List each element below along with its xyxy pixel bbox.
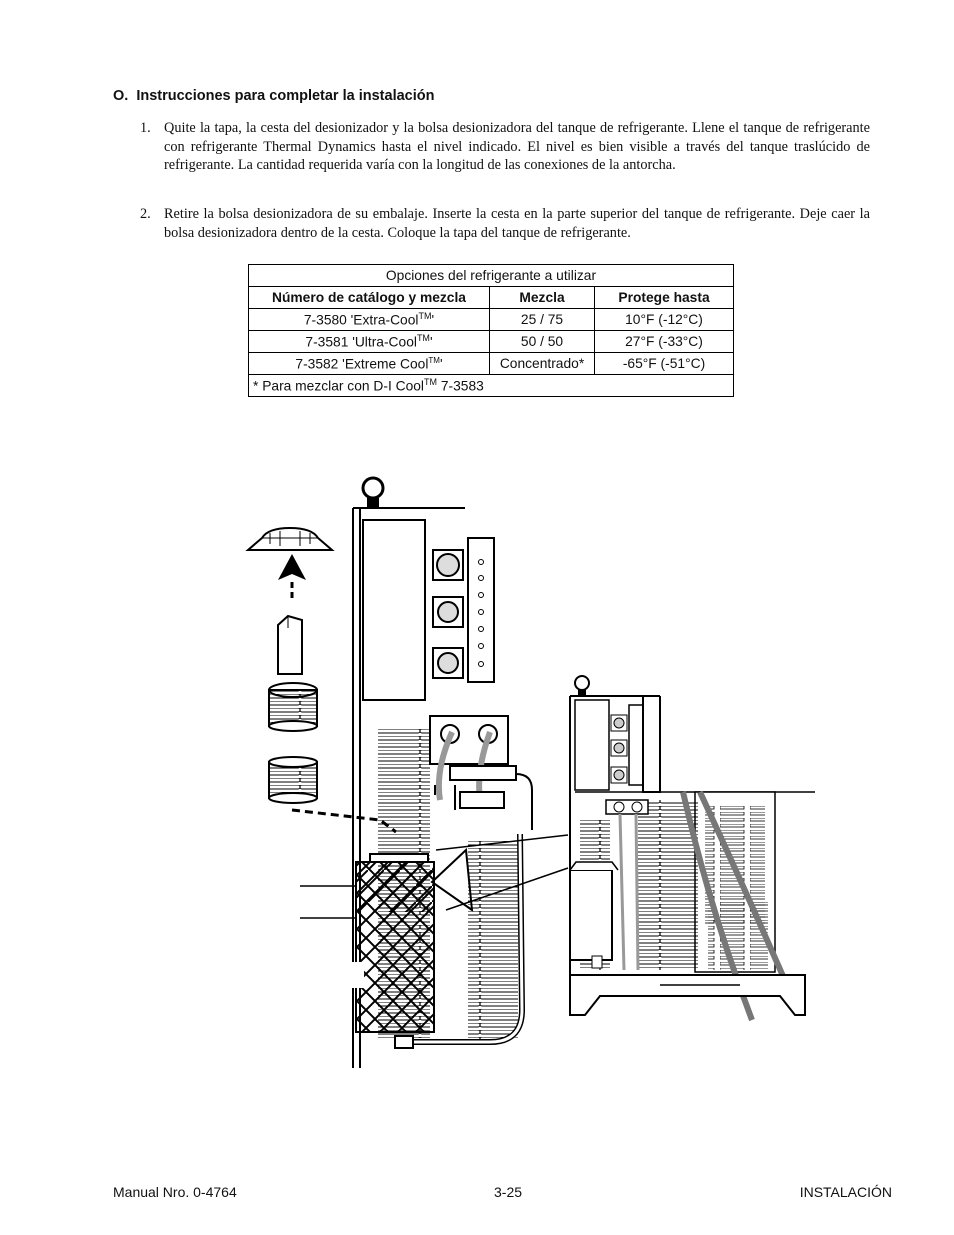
step-number: 2. [140,206,151,222]
cell-mix: Concentrado* [490,353,595,375]
table-header-row [249,287,734,309]
tank-cap-icon [248,528,332,550]
step-1 [140,119,870,175]
section-title: Instrucciones para completar la instalación [136,88,435,104]
table-note: * Para mezclar con D-I Cool™ 7-3583 [249,375,734,397]
table-caption: Opciones del refrigerante a utilizar [249,265,734,287]
cell-mix: 25 / 75 [490,309,595,331]
cell-catalog: 7-3582 'Extreme Cool™' [249,353,490,375]
cell-mix: 50 / 50 [490,331,595,353]
power-supply-overview [570,676,815,1020]
header-mix: Mezcla [490,287,595,309]
arrow-up-icon [278,554,306,598]
header-catalog: Número de catálogo y mezcla [249,287,490,309]
footer-manual: Manual Nro. 0-4764 [113,1184,237,1200]
cell-protect: 10°F (-12°C) [595,309,734,331]
deionizer-bag-icon [278,616,302,674]
footer-page-number: 3-25 [494,1184,523,1200]
cell-protect: -65°F (-51°C) [595,353,734,375]
coolant-tank-installation-illustration [240,470,820,1080]
cell-protect: 27°F (-33°C) [595,331,734,353]
deionizer-basket-icon [269,683,317,803]
step-number: 1. [140,120,151,136]
coolant-options-table [248,264,734,397]
cell-catalog: 7-3581 'Ultra-Cool™' [249,331,490,353]
table-row [249,309,734,331]
power-supply-enlarged [300,478,568,1068]
cell-catalog: 7-3580 'Extra-Cool™' [249,309,490,331]
step-2 [140,205,870,242]
table-note-row [249,375,734,397]
table-row [249,353,734,375]
section-heading [113,88,434,104]
table-row [249,331,734,353]
header-protect: Protege hasta [595,287,734,309]
footer-section: INSTALACIÓN [799,1184,892,1200]
step-text: Retire la bolsa desionizadora de su embalaje. Inserte la cesta en la parte superior del tanque de refrigerante. Deje caer la bolsa desionizadora dentro de la cesta. Coloque la tapa del tanque de refrigerante. [164,206,870,241]
step-text: Quite la tapa, la cesta del desionizador y la bolsa desionizadora del tanque de refrigerante. Llene el tanque de refrigerante con refrigerante Thermal Dynamics hasta el nivel indicado. El nivel es bien visible a través del tanque traslúcido de refrigerante. La cantidad requerida varía con la longitud de las conexiones de la antorcha. [164,120,870,174]
section-letter: O. [113,88,129,104]
